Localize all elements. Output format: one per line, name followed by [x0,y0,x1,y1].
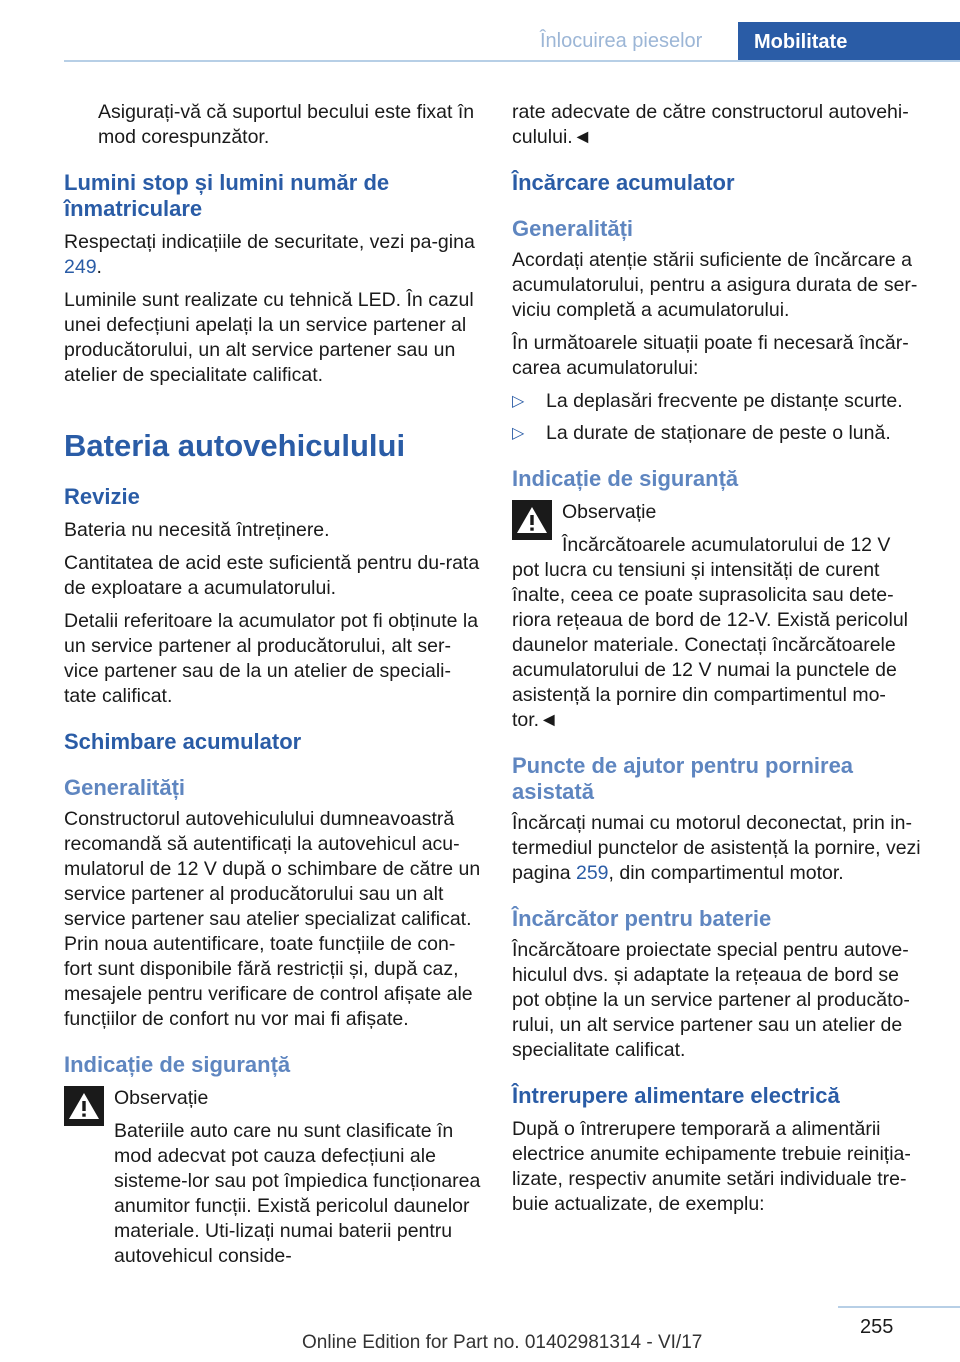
jump-start-paragraph: Încărcați numai cu motorul deconectat, prin in‐termediul punctelor de asistență la pornire, vezi pagina 259, din compartimentul motor. [512,812,921,884]
revizie-paragraph-2: Cantitatea de acid este suficientă pentru du‐rata de exploatare a acumulatorului. [64,552,480,599]
warning-triangle-icon [512,500,552,540]
revizie-paragraph-1: Bateria nu necesită întreținere. [64,519,330,541]
heading-general-right: Generalități [512,216,634,241]
heading-power-interruption: Întrerupere alimentare electrică [512,1083,840,1108]
continued-paragraph: rate adecvate de către constructorul autovehi‐culului.◄ [512,101,909,148]
general-paragraph-left: Constructorul autovehiculului dumneavoastră recomandă să autentificați la autovehicul acu‐mulatorul de 12 V după o schimbare de către un service partener al producătorului sau un alt service partener sau atelier specializat calificat. Prin noua autentificare, toate funcțiile de con‐fort sunt disponibile fără restricții și, după caz, mesajele pentru verificare de control afișate ale funcțiilor de confort nu vor mai fi afișate. [64,808,481,1030]
triangle-bullet-icon: ▷ [512,393,525,410]
edition-note: Online Edition for Part no. 01402981314 - VI/17 [302,1332,703,1353]
warning-title-right: Observație [562,501,657,523]
chapter-tab-label: Mobilitate [754,30,848,53]
page-link-259[interactable]: 259 [575,862,609,884]
section-tab[interactable]: Înlocuirea pieselor [540,30,703,52]
revizie-paragraph-3: Detalii referitoare la acumulator pot fi obținute la un service partener al producătorului, alt ser‐vice partener sau de la un atelier de speciali‐tate calificat. [64,610,479,707]
heading-vehicle-battery: Bateria autovehiculului [64,428,406,463]
stop-paragraph-2: Luminile sunt realizate cu tehnică LED. În cazul unei defecțiuni apelați la un service partener al producătorului, un alt service partener sau un atelier de specialitate calificat. [64,289,474,386]
charging-paragraph-2: În următoarele situații poate fi necesară încăr‐carea acumulatorului: [512,332,909,379]
heading-general-left: Generalități [64,775,186,800]
page-number: 255 [860,1316,894,1338]
heading-battery-replacement: Schimbare acumulator [64,729,302,754]
right-column [512,100,928,1225]
left-column [64,100,482,1277]
heading-battery-charger: Încărcător pentru baterie [512,906,772,931]
page-header [0,0,960,62]
stop-paragraph-1: Respectați indicațiile de securitate, vezi pa‐gina 249. [64,231,475,278]
chapter-tab[interactable] [738,22,960,62]
list-item: ▷ La deplasări frecvente pe distanțe scurte. [512,390,903,412]
intro-paragraph: Asigurați-vă că suportul becului este fixat în mod corespunzător. [98,101,475,148]
charging-paragraph-1: Acordați atenție stării suficiente de încărcare a acumulatorului, pentru a asigura durata de ser‐viciu completă a acumulatorului. [512,249,918,321]
power-paragraph: După o întrerupere temporară a alimentării electrice anumite echipamente trebuie reiniția‐lizate, respectiv anumite setări individuale tre‐buie actualizate, de exemplu: [512,1118,911,1215]
heading-stop-lights: Lumini stop și lumini număr de înmatriculare [64,170,390,221]
list-item: ▷ La durate de staționare de peste o lună. [512,422,891,444]
warning-text-left: Bateriile auto care nu sunt clasificate în mod adecvat pot cauza defecțiuni ale sisteme‐lor sau pot împiedica funcționarea anumitor funcții. Există pericolul daunelor materiale. Uti‐lizați numai baterii pentru autovehicul conside‐ [114,1120,481,1267]
heading-battery-charging: Încărcare acumulator [512,170,735,195]
heading-revizie: Revizie [64,484,140,509]
footer-rule [838,1306,960,1308]
warning-block-left [64,1086,482,1269]
charging-situations-list [512,389,928,446]
warning-text-right-first: Încărcătoarele acumulatorului de 12 V [562,534,891,556]
heading-safety-left: Indicație de siguranță [64,1052,291,1077]
warning-block-right [512,500,928,733]
page-link-249[interactable]: 249 [64,256,97,278]
warning-title-left: Observație [114,1087,209,1109]
warning-text-right: pot lucra cu tensiuni și intensități de curent înalte, ceea ce poate suprasolicita sau dete‐riora rețeaua de bord de 12-V. Există pericolul daunelor materiale. Conectați încărcătoarele acumulatorului de 12 V numai la punctele de asistență la pornire din compartimentul mo‐tor.◄ [512,559,909,731]
triangle-bullet-icon: ▷ [512,425,525,442]
heading-jump-start-points: Puncte de ajutor pentru pornirea asistată [512,753,854,804]
charger-paragraph: Încărcătoare proiectate special pentru autove‐hiculul dvs. și adaptate la rețeaua de bord se pot obține la un service partener al producăto‐rului, un alt service partener sau un atelier de specialitate calificat. [512,939,910,1061]
warning-triangle-icon [64,1086,104,1126]
heading-safety-right: Indicație de siguranță [512,466,739,491]
header-rule [64,60,960,62]
